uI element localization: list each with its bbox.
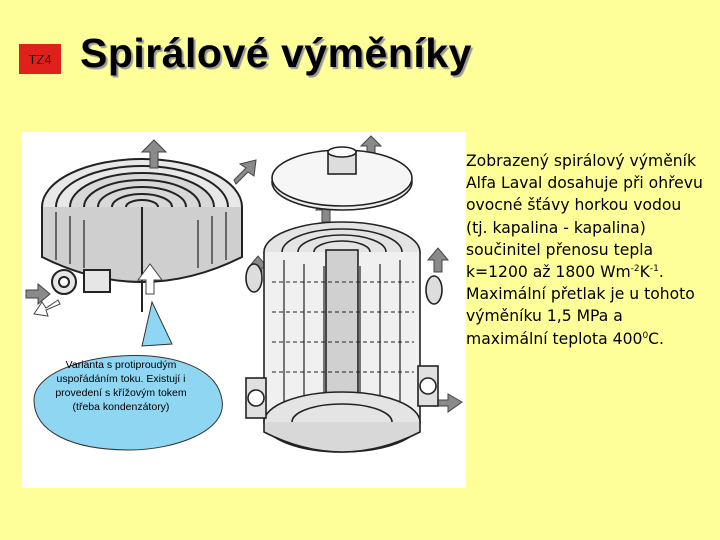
callout-line: provedení s křížovým tokem [55, 387, 187, 399]
callout-line: (třeba kondenzátory) [72, 401, 170, 413]
exploded-cylinder-diagram [246, 147, 442, 452]
caption-line: Zobrazený spirálový výměník [466, 152, 697, 170]
formula-exponent: -1 [649, 264, 659, 275]
heat-exchanger-illustration [22, 132, 466, 488]
callout-line: uspořádáním toku. Existují i [56, 373, 186, 385]
caption-line: Maximální přetlak je u tohoto [466, 285, 695, 304]
slide-title: Spirálové výměníky [80, 30, 472, 76]
callout-line: Varianta s protiproudým [65, 359, 177, 371]
formula-text: k=1200 až 1800 Wm [466, 263, 631, 282]
description-text [466, 150, 716, 350]
caption-line-formula [466, 261, 716, 283]
spiral-cutaway-diagram [42, 159, 242, 312]
temperature-text: maximální teplota 400 [466, 329, 643, 348]
temperature-unit: C. [648, 329, 665, 348]
caption-line: Alfa Laval dosahuje při ohřevu [466, 174, 703, 193]
slide-number-badge [19, 44, 61, 74]
formula-exponent: -2 [630, 264, 640, 275]
spiral-exchanger-drawing [22, 132, 466, 488]
badge-label: TZ4 [28, 51, 52, 67]
caption-line: ovocné šťávy horkou vodou [466, 196, 682, 215]
caption-line: výměníku 1,5 MPa a [466, 307, 623, 326]
callout-text [36, 358, 206, 414]
formula-text: . [658, 263, 664, 282]
caption-line-temperature [466, 328, 716, 350]
caption-line: součinitel přenosu tepla [466, 240, 654, 259]
degree-superscript: 0 [642, 330, 649, 341]
formula-text: K [639, 263, 650, 282]
caption-line: (tj. kapalina - kapalina) [466, 218, 646, 237]
